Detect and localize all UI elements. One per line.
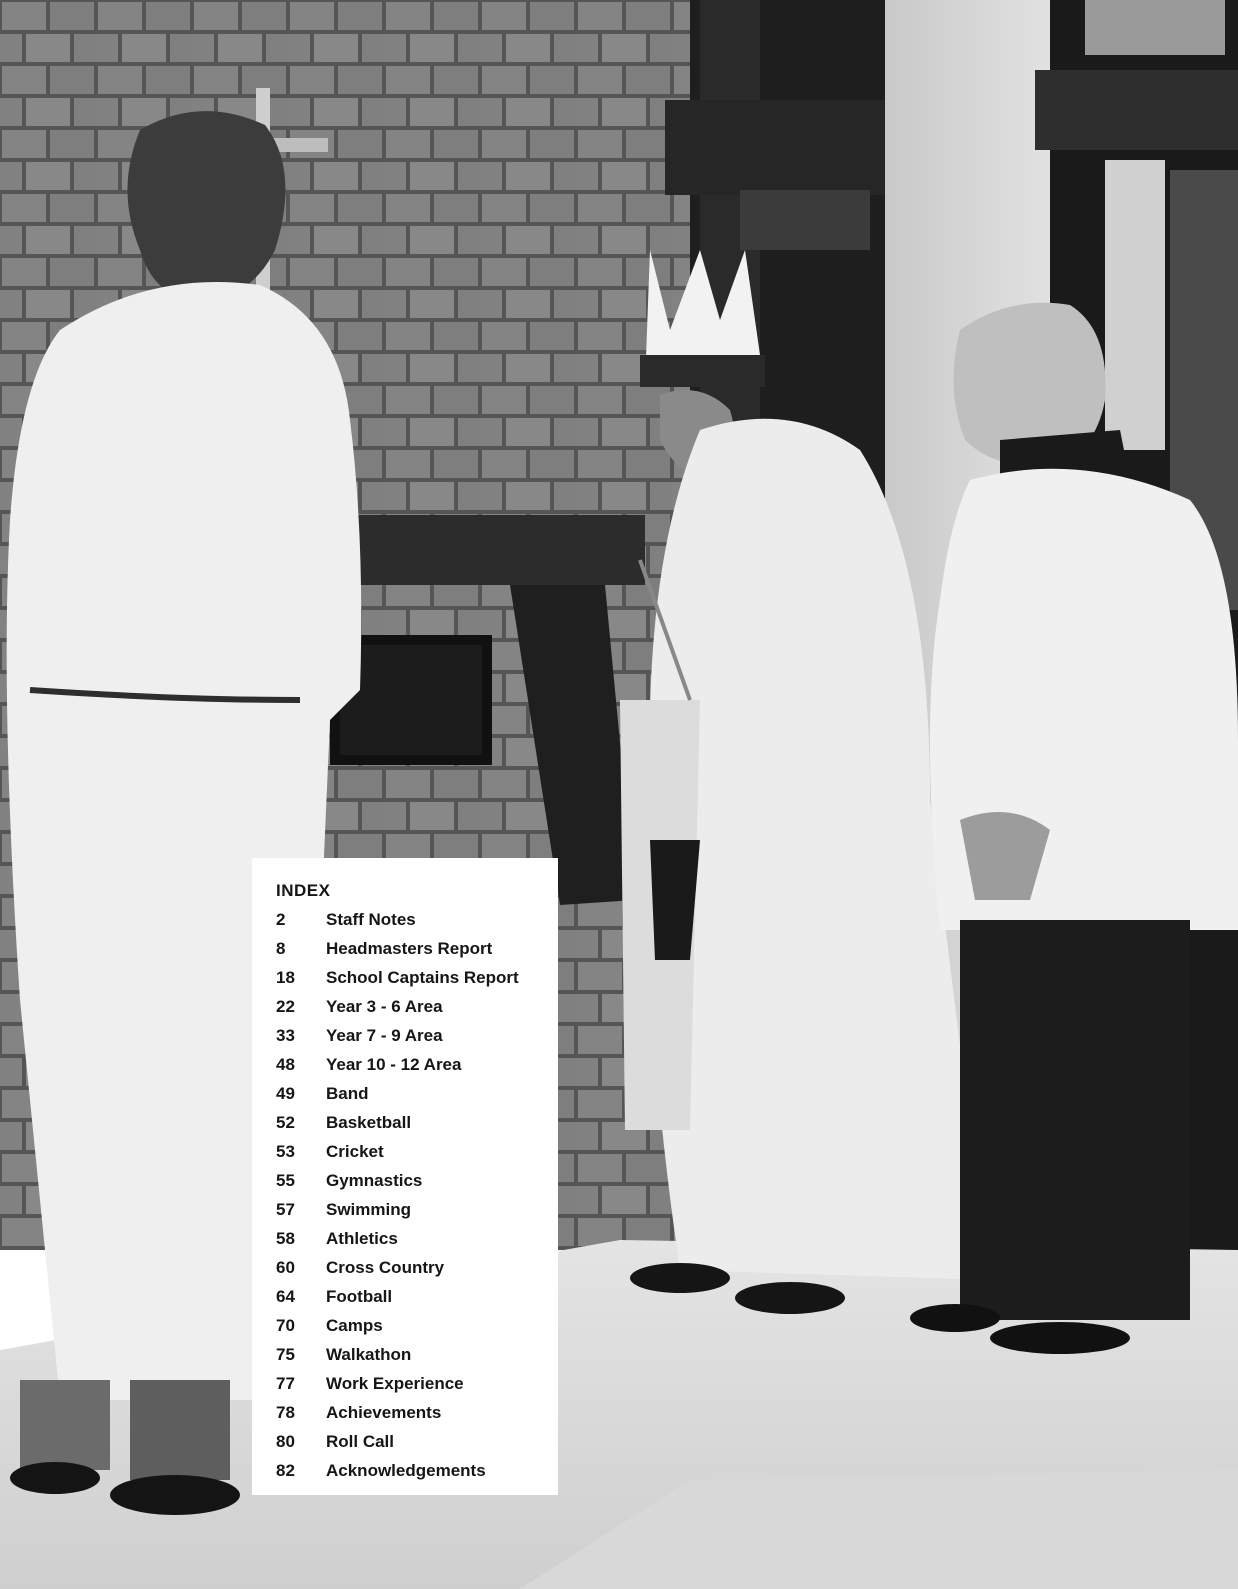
index-entry <box>276 1286 558 1315</box>
index-entry <box>276 909 558 938</box>
index-entry <box>276 938 558 967</box>
index-page-number: 57 <box>276 1200 295 1219</box>
index-entry <box>276 1054 558 1083</box>
index-section-title: Roll Call <box>326 1432 395 1451</box>
index-page-number: 64 <box>276 1287 295 1306</box>
index-page-number: 33 <box>276 1026 295 1045</box>
index-section-title: Staff Notes <box>326 910 416 929</box>
index-section-title: Swimming <box>326 1200 412 1219</box>
index-entry <box>276 1257 558 1286</box>
index-section-title: Work Experience <box>326 1374 464 1393</box>
index-entry <box>276 1199 558 1228</box>
index-page-number: 80 <box>276 1432 295 1451</box>
index-entry <box>276 1025 558 1054</box>
index-page-number: 58 <box>276 1229 295 1248</box>
index-section-title: Year 10 - 12 Area <box>326 1055 462 1074</box>
index-section-title: School Captains Report <box>326 968 519 987</box>
index-page-number: 2 <box>276 910 286 929</box>
index-page-number: 48 <box>276 1055 295 1074</box>
index-section-title: Athletics <box>326 1229 398 1248</box>
index-page-number: 77 <box>276 1374 295 1393</box>
index-entry <box>276 1228 558 1257</box>
index-panel <box>252 858 558 1495</box>
index-page-number: 53 <box>276 1142 295 1161</box>
index-page-number: 8 <box>276 939 286 958</box>
index-entry <box>276 1344 558 1373</box>
index-section-title: Year 3 - 6 Area <box>326 997 443 1016</box>
index-page-number: 60 <box>276 1258 295 1277</box>
index-section-title: Walkathon <box>326 1345 412 1364</box>
index-entry <box>276 967 558 996</box>
index-entry <box>276 1460 558 1489</box>
index-section-title: Basketball <box>326 1113 412 1132</box>
index-title: INDEX <box>276 881 331 900</box>
index-page-number: 82 <box>276 1461 295 1480</box>
index-section-title: Cross Country <box>326 1258 445 1277</box>
index-list <box>276 909 558 1489</box>
index-entry <box>276 1431 558 1460</box>
index-page-number: 70 <box>276 1316 295 1335</box>
index-page-number: 18 <box>276 968 295 987</box>
index-section-title: Headmasters Report <box>326 939 493 958</box>
index-section-title: Cricket <box>326 1142 384 1161</box>
index-page-number: 75 <box>276 1345 295 1364</box>
index-page-number: 78 <box>276 1403 295 1422</box>
index-entry <box>276 1373 558 1402</box>
index-entry <box>276 1083 558 1112</box>
index-section-title: Achievements <box>326 1403 442 1422</box>
index-page-number: 52 <box>276 1113 295 1132</box>
index-section-title: Year 7 - 9 Area <box>326 1026 443 1045</box>
index-section-title: Acknowledgements <box>326 1461 486 1480</box>
index-section-title: Gymnastics <box>326 1171 423 1190</box>
index-entry <box>276 1315 558 1344</box>
index-entry <box>276 1112 558 1141</box>
index-entry <box>276 1170 558 1199</box>
index-section-title: Band <box>326 1084 369 1103</box>
index-section-title: Football <box>326 1287 393 1306</box>
index-page-number: 22 <box>276 997 295 1016</box>
index-entry <box>276 1402 558 1431</box>
index-entry <box>276 1141 558 1170</box>
index-section-title: Camps <box>326 1316 383 1335</box>
index-page-number: 55 <box>276 1171 295 1190</box>
index-entry <box>276 996 558 1025</box>
index-page-number: 49 <box>276 1084 295 1103</box>
